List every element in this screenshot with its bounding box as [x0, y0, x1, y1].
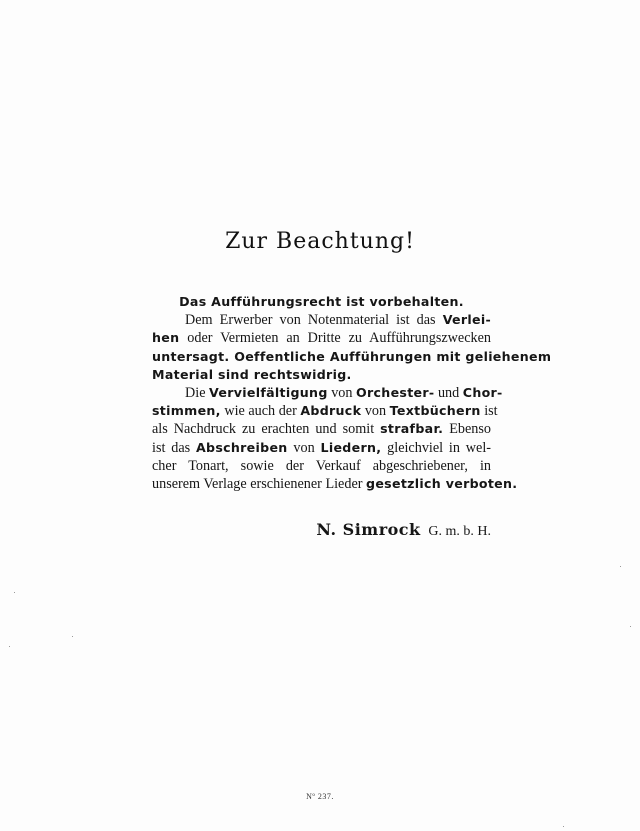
bold-text-run: untersagt. Oeffentliche Aufführungen mit geliehenem [152, 348, 552, 364]
notice-line [152, 420, 491, 438]
notice-line [152, 457, 491, 475]
text-run: Ebenso [443, 421, 491, 438]
notice-text [152, 293, 552, 493]
text-run: wie auch der [220, 403, 301, 420]
plate-number: Nº 237. [306, 792, 334, 801]
bold-text-run: stimmen, [152, 403, 221, 419]
publisher-signature [316, 520, 491, 540]
text-run: gleichviel in wel- [381, 439, 491, 456]
text-run: als Nachdruck zu erachten und somit [152, 421, 381, 438]
text-run: unserem Verlage erschienener Lieder [152, 475, 367, 492]
text-run: und [434, 384, 463, 401]
bold-text-run: gesetzlich verboten. [366, 475, 518, 491]
notice-line [152, 475, 518, 493]
text-run: oder Vermieten an Dritte zu Aufführungszwecken [179, 330, 491, 347]
scan-speck [14, 592, 15, 593]
bold-text-run: Das Aufführungsrecht ist vorbehalten. [179, 294, 464, 309]
notice-line [152, 329, 491, 347]
text-run: ist das [152, 439, 196, 456]
scan-speck [630, 626, 631, 627]
bold-text-run: Orchester- [356, 384, 435, 400]
notice-line [152, 311, 491, 329]
text-run: von [361, 403, 390, 420]
bold-text-run: Material sind rechtswidrig. [152, 366, 352, 382]
notice-line [152, 402, 498, 420]
bold-text-run: Chor- [462, 384, 503, 400]
notice-line [152, 293, 491, 311]
scan-speck [9, 646, 10, 647]
bold-text-run: Abschreiben [195, 439, 288, 455]
bold-text-run: Liedern, [320, 439, 382, 455]
text-run: Dem Erwerber von Notenmaterial ist das [185, 312, 443, 329]
bold-text-run: Verlei- [442, 312, 491, 328]
text-run: ist [480, 403, 498, 420]
bold-text-run: Vervielfältigung [209, 384, 328, 400]
publisher-name: N. Simrock [316, 520, 421, 539]
text-run: Die [185, 384, 210, 401]
notice-line [152, 439, 491, 457]
text-run: von [327, 384, 357, 401]
publisher-suffix: G. m. b. H. [428, 524, 491, 539]
notice-line [152, 348, 552, 366]
scan-speck [563, 826, 564, 827]
scan-speck [620, 566, 621, 567]
notice-line [152, 384, 503, 402]
text-run: cher Tonart, sowie der Verkauf abgeschriebener, in [152, 457, 491, 474]
notice-line [152, 366, 491, 384]
bold-text-run: Abdruck [300, 403, 362, 419]
scan-speck [72, 636, 73, 637]
bold-text-run: strafbar. [380, 421, 444, 437]
bold-text-run: Textbüchern [389, 403, 481, 419]
bold-text-run: hen [152, 330, 180, 346]
text-run: von [287, 439, 321, 456]
page-title: Zur Beachtung! [225, 229, 415, 254]
